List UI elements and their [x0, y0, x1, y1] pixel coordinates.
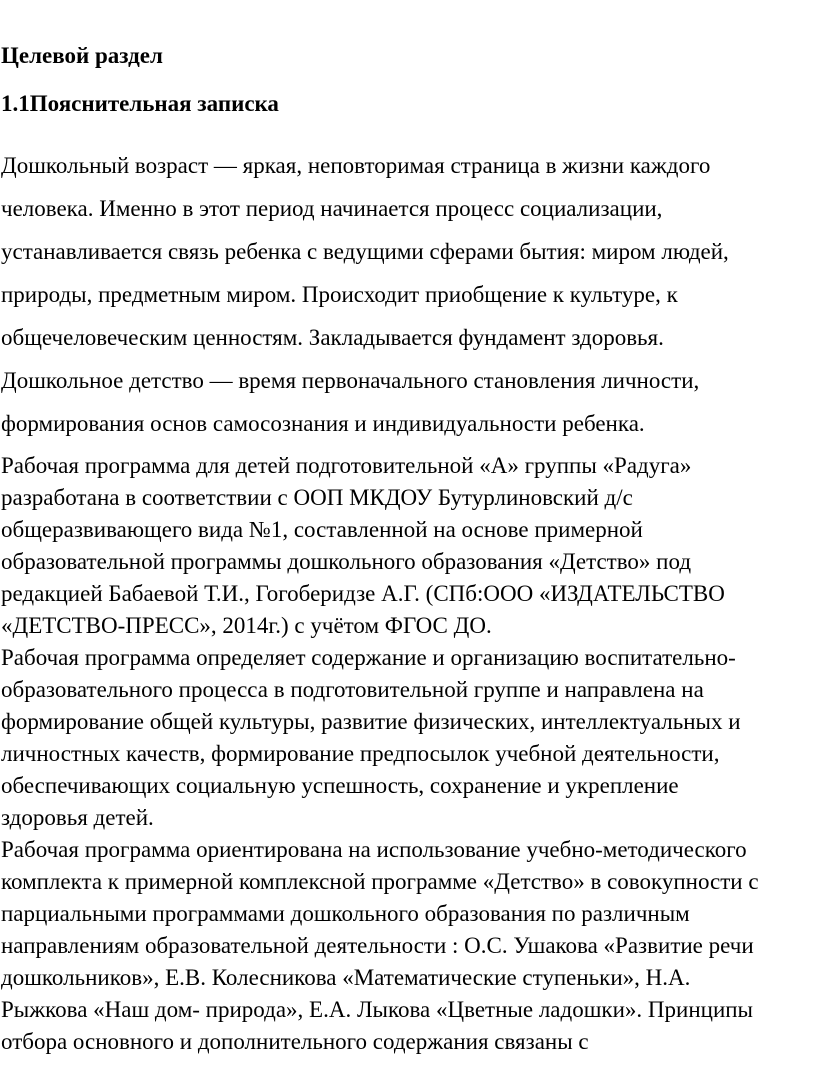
text-line: направлениям образовательной деятельности : О.С. Ушакова «Развитие речи: [1, 933, 754, 958]
text-line: формирования основ самосознания и индивидуальности ребенка.: [1, 411, 645, 436]
text-line: личностных качеств, формирование предпосылок учебной деятельности,: [1, 741, 720, 766]
text-line: Рыжкова «Наш дом- природа», Е.А. Лыкова «Цветные ладошки». Принципы: [1, 997, 754, 1022]
text-line: Рабочая программа для детей подготовительной «А» группы «Радуга»: [1, 453, 692, 478]
text-line: Дошкольный возраст — яркая, неповторимая страница в жизни каждого: [1, 153, 711, 178]
text-line: редакцией Бабаевой Т.И., Гогоберидзе А.Г. (СПб:ООО «ИЗДАТЕЛЬСТВО: [1, 581, 725, 606]
text-line: Дошкольное детство — время первоначального становления личности,: [1, 368, 700, 393]
text-line: дошкольников», Е.В. Колесникова «Математические ступеньки», Н.А.: [1, 965, 691, 990]
section-subheading: 1.1Пояснительная записка: [1, 91, 279, 116]
text-line: общечеловеческим ценностям. Закладывается фундамент здоровья.: [1, 325, 664, 350]
text-line: Рабочая программа определяет содержание и организацию воспитательно-: [1, 645, 736, 670]
text-line: природы, предметным миром. Происходит приобщение к культуре, к: [1, 282, 678, 307]
text-line: «ДЕТСТВО-ПРЕСС», 2014г.) с учётом ФГОС ДО.: [1, 613, 492, 638]
text-line: здоровья детей.: [1, 805, 154, 830]
text-line: парциальными программами дошкольного образования по различным: [1, 901, 690, 926]
text-line: общеразвивающего вида №1, составленной на основе примерной: [1, 517, 643, 542]
text-line: устанавливается связь ребенка с ведущими сферами бытия: миром людей,: [1, 239, 729, 264]
section-heading: Целевой раздел: [1, 43, 163, 68]
text-line: формирование общей культуры, развитие физических, интеллектуальных и: [1, 709, 741, 734]
text-line: образовательной программы дошкольного образования «Детство» под: [1, 549, 692, 574]
text-line: обеспечивающих социальную успешность, сохранение и укрепление: [1, 773, 679, 798]
text-line: комплекта к примерной комплексной программе «Детство» в совокупности с: [1, 869, 759, 894]
text-line: образовательного процесса в подготовительной группе и направлена на: [1, 677, 704, 702]
text-line: разработана в соответствии с ООП МКДОУ Бутурлиновский д/с: [1, 485, 633, 510]
text-line: отбора основного и дополнительного содержания связаны с: [1, 1029, 589, 1054]
text-line: человека. Именно в этот период начинается процесс социализации,: [1, 196, 663, 221]
text-line: Рабочая программа ориентирована на использование учебно-методического: [1, 837, 747, 862]
